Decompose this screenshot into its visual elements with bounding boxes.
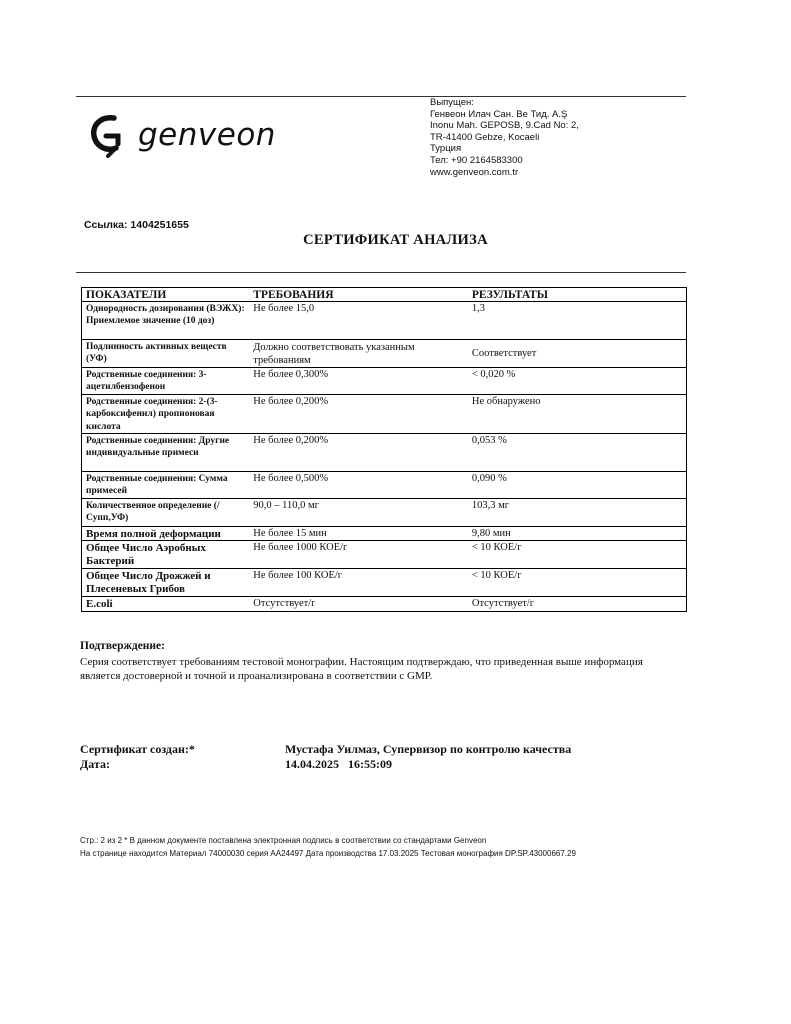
issuer-line: www.genveon.com.tr: [430, 166, 519, 178]
table-row: [82, 526, 687, 540]
requirement-cell: Не более 0,300%: [249, 368, 468, 395]
result-cell: Соответствует: [468, 340, 687, 368]
param-cell: Время полной деформации: [82, 526, 250, 540]
result-cell: Отсутствует/г: [468, 597, 687, 611]
company-logo: [88, 112, 276, 158]
table-row: [82, 434, 687, 472]
title-rule: [76, 272, 686, 273]
date-value: 14.04.2025 16:55:09: [285, 757, 392, 771]
table-row: [82, 569, 687, 597]
table-row: [82, 394, 687, 433]
genveon-logo-icon: [88, 112, 130, 158]
param-cell: Общее Число Аэробных Бактерий: [82, 541, 250, 569]
issuer-line: TR-41400 Gebze, Kocaeli: [430, 131, 540, 143]
date-label: Дата:: [80, 757, 110, 771]
table-header-row: [82, 288, 687, 302]
issuer-line: Тел: +90 2164583300: [430, 154, 523, 166]
param-cell: Общее Число Дрожжей и Плесеневых Грибов: [82, 569, 250, 597]
result-cell: Не обнаружено: [468, 394, 687, 433]
issuer-line: Турция: [430, 143, 462, 155]
confirmation-text: Серия соответствует требованиям тестовой монографии. Настоящим подтверждаю, что приведенная выше информация является достоверной и точной и проанализирована в соответствии с GMP.: [80, 656, 643, 682]
issuer-line: Inonu Mah. GEPOSB, 9.Cad No: 2,: [430, 120, 579, 132]
requirement-cell: 90,0 – 110,0 мг: [249, 498, 468, 526]
param-cell: E.coli: [82, 597, 250, 611]
param-cell: Родственные соединения: Другие индивидуальные примеси: [82, 434, 250, 472]
requirement-cell: Отсутствует/г: [249, 597, 468, 611]
table-row: [82, 498, 687, 526]
table-row: [82, 597, 687, 611]
confirmation-title: Подтверждение:: [80, 640, 165, 652]
issuer-line: Генвеон Илач Сан. Ве Тид. А.Ş: [430, 108, 568, 120]
result-cell: 9,80 мин: [468, 526, 687, 540]
table-row: [82, 340, 687, 368]
result-cell: 0,090 %: [468, 472, 687, 499]
result-cell: 103,3 мг: [468, 498, 687, 526]
result-cell: < 0,020 %: [468, 368, 687, 395]
certificate-created-value: Мустафа Уилмаз, Супервизор по контролю качества: [285, 742, 572, 756]
footer-line-2: На странице находится Материал 74000030 серия AA24497 Дата производства 17.03.2025 Тестовая монография DP.SP.43000667.29: [80, 849, 576, 858]
param-cell: Подлинность активных веществ (УФ): [82, 340, 250, 368]
footer-line-1: Стр.: 2 из 2 * В данном документе поставлена электронная подпись в соответствии со стандартами Genveon: [80, 836, 487, 845]
requirement-cell: Не более 15,0: [249, 302, 468, 340]
requirement-cell: Не более 0,200%: [249, 394, 468, 433]
logo-wordmark: genveon: [138, 117, 276, 153]
param-cell: Количественное определение (/Супп,УФ): [82, 498, 250, 526]
column-header-parameters: ПОКАЗАТЕЛИ: [82, 288, 250, 302]
table-row: [82, 302, 687, 340]
param-cell: Однородность дозирования (ВЭЖХ): Приемлемое значение (10 доз): [82, 302, 250, 340]
analysis-table: [81, 287, 687, 612]
param-cell: Родственные соединения: Сумма примесей: [82, 472, 250, 499]
requirement-cell: Не более 15 мин: [249, 526, 468, 540]
requirement-cell: Не более 0,200%: [249, 434, 468, 472]
table-row: [82, 472, 687, 499]
result-cell: < 10 КОЕ/г: [468, 569, 687, 597]
reference-number: Ссылка: 1404251655: [84, 219, 189, 231]
result-cell: 0,053 %: [468, 434, 687, 472]
requirement-cell: Должно соответствовать указанным требованиям: [249, 340, 468, 368]
certificate-created-label: Сертификат создан:*: [80, 742, 195, 756]
result-cell: 1,3: [468, 302, 687, 340]
result-cell: < 10 КОЕ/г: [468, 541, 687, 569]
requirement-cell: Не более 1000 КОЕ/г: [249, 541, 468, 569]
column-header-requirements: ТРЕБОВАНИЯ: [249, 288, 468, 302]
header-top-rule: [76, 96, 686, 97]
issuer-address: [430, 97, 579, 178]
param-cell: Родственные соединения: 2-(3-карбоксифенил) пропионовая кислота: [82, 394, 250, 433]
requirement-cell: Не более 100 КОЕ/г: [249, 569, 468, 597]
requirement-cell: Не более 0,500%: [249, 472, 468, 499]
param-cell: Родственные соединения: 3-ацетилбензофенон: [82, 368, 250, 395]
issuer-line: Выпущен:: [430, 97, 474, 108]
column-header-results: РЕЗУЛЬТАТЫ: [468, 288, 687, 302]
table-row: [82, 541, 687, 569]
table-row: [82, 368, 687, 395]
document-title: СЕРТИФИКАТ АНАЛИЗА: [303, 232, 488, 248]
